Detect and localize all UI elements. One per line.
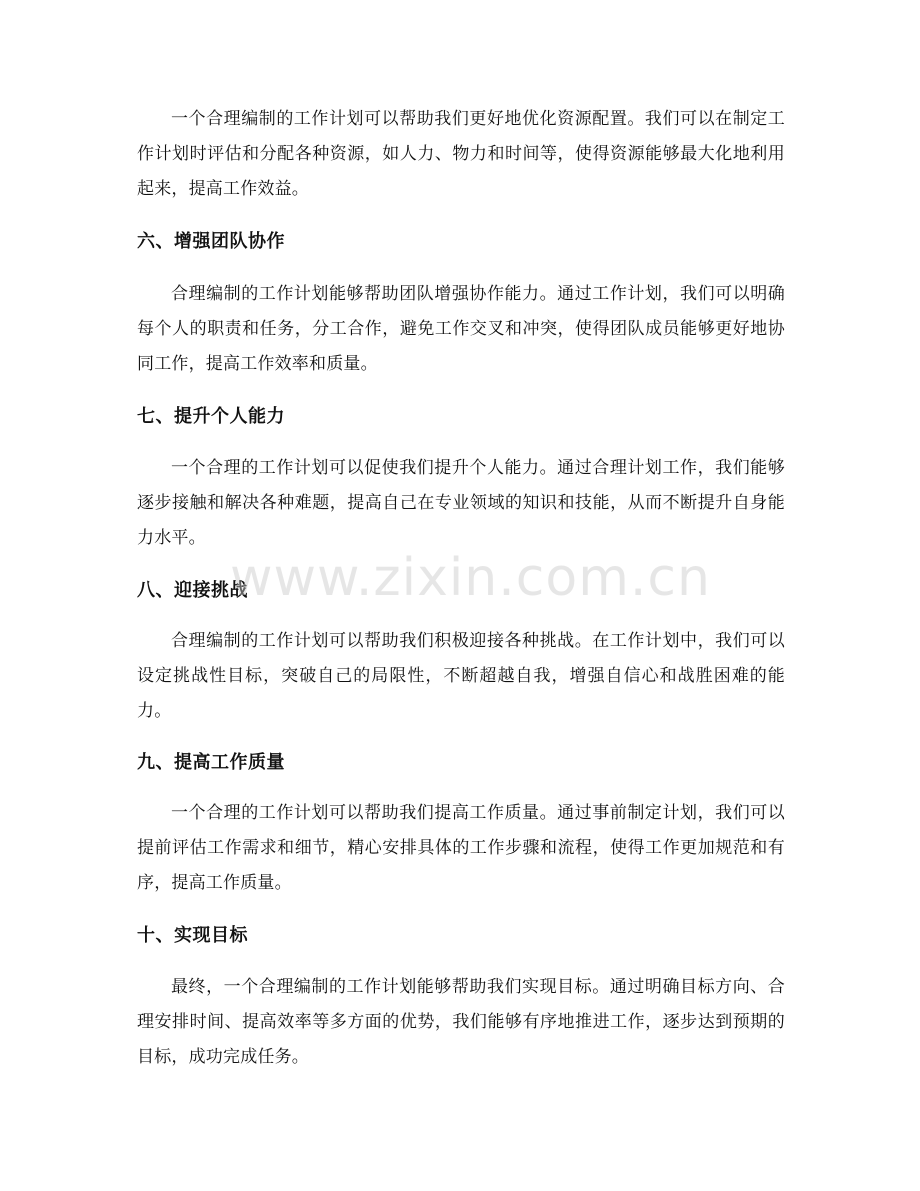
section-heading-9: 九、提高工作质量 bbox=[137, 752, 285, 773]
section-paragraph-8: 合理编制的工作计划可以帮助我们积极迎接各种挑战。在工作计划中，我们可以设定挑战性目标，突破自己的局限性，不断超越自我，增强自信心和战胜困难的能力。 bbox=[137, 631, 785, 721]
intro-paragraph: 一个合理编制的工作计划可以帮助我们更好地优化资源配置。我们可以在制定工作计划时评估和分配各种资源，如人力、物力和时间等，使得资源能够最大化地利用起来，提高工作效益。 bbox=[137, 109, 785, 199]
section-heading-7: 七、提升个人能力 bbox=[137, 406, 285, 427]
section-heading-10: 十、实现目标 bbox=[137, 925, 248, 946]
section-paragraph-7: 一个合理的工作计划可以促使我们提升个人能力。通过合理计划工作，我们能够逐步接触和解决各种难题，提高自己在专业领域的知识和技能，从而不断提升自身能力水平。 bbox=[137, 458, 785, 548]
watermark-text: www.zixin.com.cn bbox=[230, 548, 711, 608]
section-paragraph-9: 一个合理的工作计划可以帮助我们提高工作质量。通过事前制定计划，我们可以提前评估工作需求和细节，精心安排具体的工作步骤和流程，使得工作更加规范和有序，提高工作质量。 bbox=[137, 803, 785, 893]
section-paragraph-10: 最终，一个合理编制的工作计划能够帮助我们实现目标。通过明确目标方向、合理安排时间、提高效率等多方面的优势，我们能够有序地推进工作，逐步达到预期的目标，成功完成任务。 bbox=[137, 977, 785, 1067]
section-heading-8: 八、迎接挑战 bbox=[137, 580, 248, 601]
section-heading-6: 六、增强团队协作 bbox=[137, 231, 285, 252]
section-paragraph-6: 合理编制的工作计划能够帮助团队增强协作能力。通过工作计划，我们可以明确每个人的职责和任务，分工合作，避免工作交叉和冲突，使得团队成员能够更好地协同工作，提高工作效率和质量。 bbox=[137, 284, 785, 374]
